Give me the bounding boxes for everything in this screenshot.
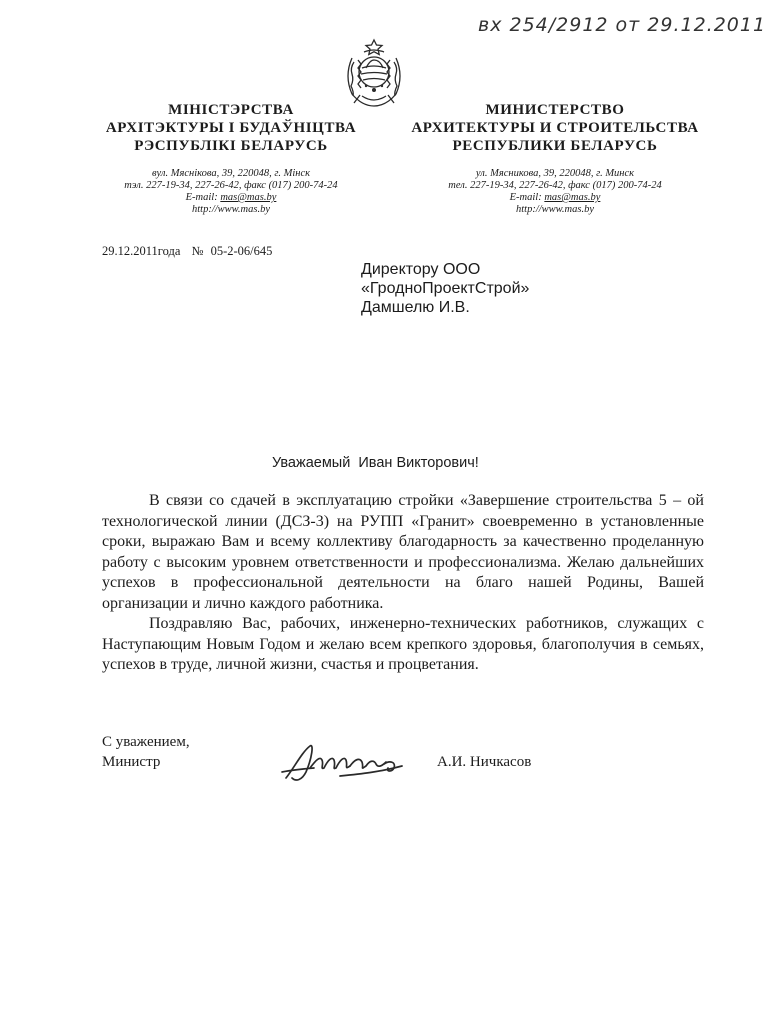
ministry-title-line-3: РЕСПУБЛИКИ БЕЛАРУСЬ <box>452 138 658 154</box>
email-label: E-mail: <box>185 192 221 203</box>
ministry-phones: тел. 227-19-34, 227-26-42, факс (017) 200-74-24 <box>448 180 662 191</box>
ministry-phones: тэл. 227-19-34, 227-26-42, факс (017) 200-74-24 <box>124 180 338 191</box>
coat-of-arms-emblem <box>340 38 408 110</box>
signatory-position: Министр <box>102 754 161 770</box>
letter-greeting: Уважаемый Иван Викторович! <box>272 455 479 471</box>
ministry-header-belarusian <box>90 101 372 216</box>
handwritten-registration-note: вх 254/2912 от 29.12.2011 <box>478 14 766 36</box>
ministry-website[interactable]: http://www.mas.by <box>516 204 594 215</box>
body-paragraph-1: В связи со сдачей в эксплуатацию стройки «Завершение строительства 5 – ой технологической линии (ДСЗ-3) на РУПП «Гранит» своевременно в установленные сроки, выражаю Вам и всему коллективу благодарность за качественно проделанную работу с высоким уровнем ответственности и профессионализма. Желаю дальнейших успехов в профессиональной деятельности на благо нашей Родины, Вашей организации и лично каждого работника. <box>102 492 704 612</box>
closing-regards: С уважением, <box>102 734 190 750</box>
email-label: E-mail: <box>509 192 545 203</box>
letter-body <box>102 491 704 676</box>
handwritten-signature <box>280 738 430 788</box>
recipient-block <box>361 260 529 317</box>
number-sign: № <box>191 244 204 258</box>
document-number: 05-2-06/645 <box>210 244 273 258</box>
ministry-email-line <box>90 192 372 204</box>
ministry-address: вул. Мяснікова, 39, 220048, г. Мінск <box>151 168 311 179</box>
body-paragraph-2: Поздравляю Вас, рабочих, инженерно-технических работников, служащих с Наступающим Новым Годом и желаю всем крепкого здоровья, благополучия в семьях, успехов в труде, личной жизни, счастья и процветания. <box>102 615 704 673</box>
recipient-line-2: «ГродноПроектСтрой» <box>361 280 530 297</box>
ministry-website[interactable]: http://www.mas.by <box>192 204 270 215</box>
ministry-header-russian <box>405 101 705 216</box>
signatory-name: А.И. Ничкасов <box>437 754 532 770</box>
ministry-title-line-2: АРХИТЕКТУРЫ И СТРОИТЕЛЬСТВА <box>411 120 699 136</box>
ministry-email-line <box>405 192 705 204</box>
ministry-email-link[interactable]: mas@mas.by <box>220 192 277 203</box>
document-date: 29.12.2011года <box>102 244 181 258</box>
recipient-line-1: Директору ООО <box>361 261 481 278</box>
ministry-title-line-1: МИНИСТЕРСТВО <box>485 102 625 118</box>
ministry-email-link[interactable]: mas@mas.by <box>544 192 601 203</box>
recipient-line-3: Дамшелю И.В. <box>361 299 470 316</box>
document-reference <box>102 244 272 259</box>
closing-block <box>102 732 190 772</box>
ministry-title-line-3: РЭСПУБЛІКІ БЕЛАРУСЬ <box>134 138 328 154</box>
ministry-title-line-2: АРХІТЭКТУРЫ І БУДАЎНІЦТВА <box>105 120 357 136</box>
ministry-address: ул. Мясникова, 39, 220048, г. Минск <box>475 168 635 179</box>
ministry-title-line-1: МІНІСТЭРСТВА <box>168 102 294 118</box>
